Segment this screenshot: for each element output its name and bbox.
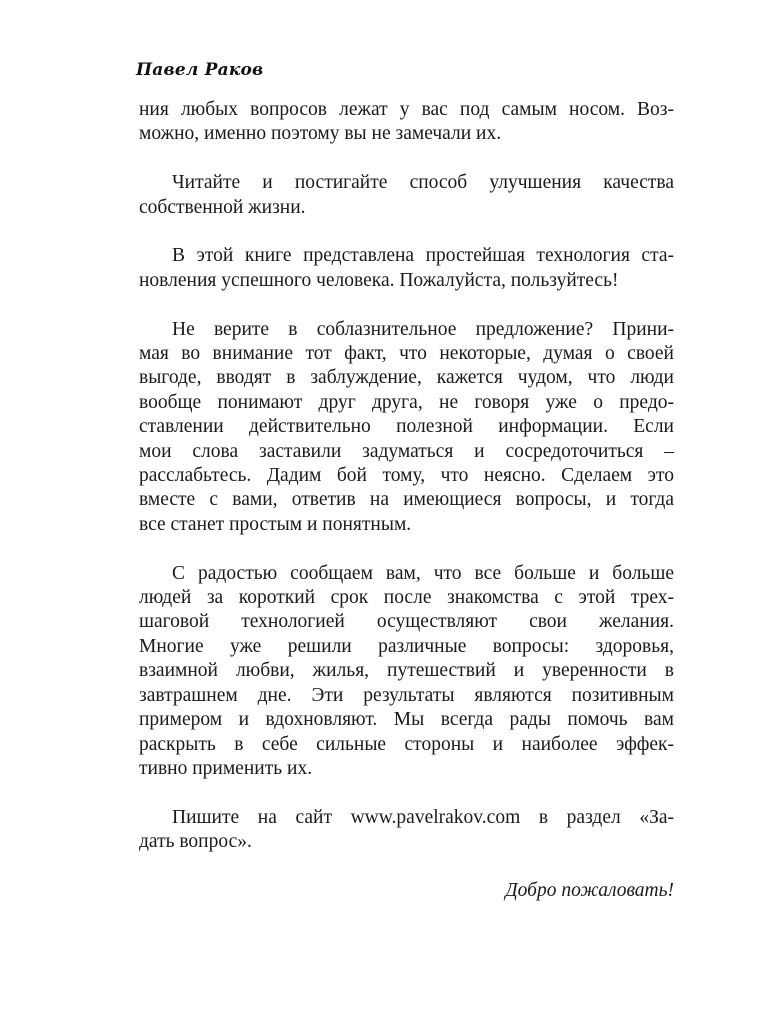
text-line: дать вопрос». — [139, 831, 252, 853]
text-line: все станет простым и понятным. — [139, 513, 412, 535]
text-line: Не верите в соблазнительное предложение? Прини- — [172, 318, 674, 340]
text-line: вообще понимают друг друга, не говоря уже о предо- — [139, 391, 674, 413]
text-line: Читайте и постигайте способ улучшения качества — [172, 172, 674, 194]
text-line: примером и вдохновляют. Мы всегда рады помочь вам — [139, 709, 674, 731]
text-line: Многие уже решили различные вопросы: здоровья, — [139, 635, 674, 657]
text-line: ния любых вопросов лежат у вас под самым носом. Воз- — [139, 99, 674, 120]
paragraph-4 — [139, 318, 674, 538]
text-line: мои слова заставили задуматься и сосредоточиться – — [139, 440, 674, 462]
text-line: шаговой технологией осуществляют свои желания. — [139, 611, 674, 633]
paragraph-6 — [139, 806, 674, 855]
paragraph-5 — [139, 562, 674, 782]
text-line: С радостью сообщаем вам, что все больше и больше — [172, 562, 674, 584]
text-line: вместе с вами, ответив на имеющиеся вопросы, и тогда — [139, 489, 674, 511]
paragraph-2 — [139, 171, 674, 220]
paragraph-1 — [139, 98, 674, 147]
text-line: завтрашнем дне. Эти результаты являются позитивным — [139, 684, 674, 706]
text-line: новления успешного человека. Пожалуйста, пользуйтесь! — [139, 269, 619, 291]
text-line: собственной жизни. — [139, 196, 306, 218]
text-line: мая во внимание тот факт, что некоторые, думая о своей — [139, 343, 674, 365]
text-line: можно, именно поэтому вы не замечали их. — [139, 123, 502, 145]
text-line: выгоде, вводят в заблуждение, кажется чудом, что люди — [139, 367, 674, 389]
text-line: расслабьтесь. Дадим бой тому, что неясно. Сделаем это — [139, 465, 674, 487]
text-line: Пишите на сайт www.pavelrakov.com в раздел «За- — [172, 806, 674, 828]
running-head-author: Павел Раков — [136, 60, 264, 80]
paragraph-3 — [139, 244, 674, 293]
text-line: В этой книге представлена простейшая технология ста- — [172, 245, 674, 267]
body-text — [139, 98, 674, 903]
text-line: взаимной любви, жилья, путешествий и уверенности в — [139, 660, 674, 682]
text-line: тивно применить их. — [139, 757, 313, 779]
text-line: ставлении действительно полезной информации. Если — [139, 416, 674, 438]
text-line: людей за короткий срок после знакомства с этой трех- — [139, 587, 674, 609]
closing-greeting: Добро пожаловать! — [505, 879, 674, 901]
text-line: раскрыть в себе сильные стороны и наиболее эффек- — [139, 733, 674, 755]
